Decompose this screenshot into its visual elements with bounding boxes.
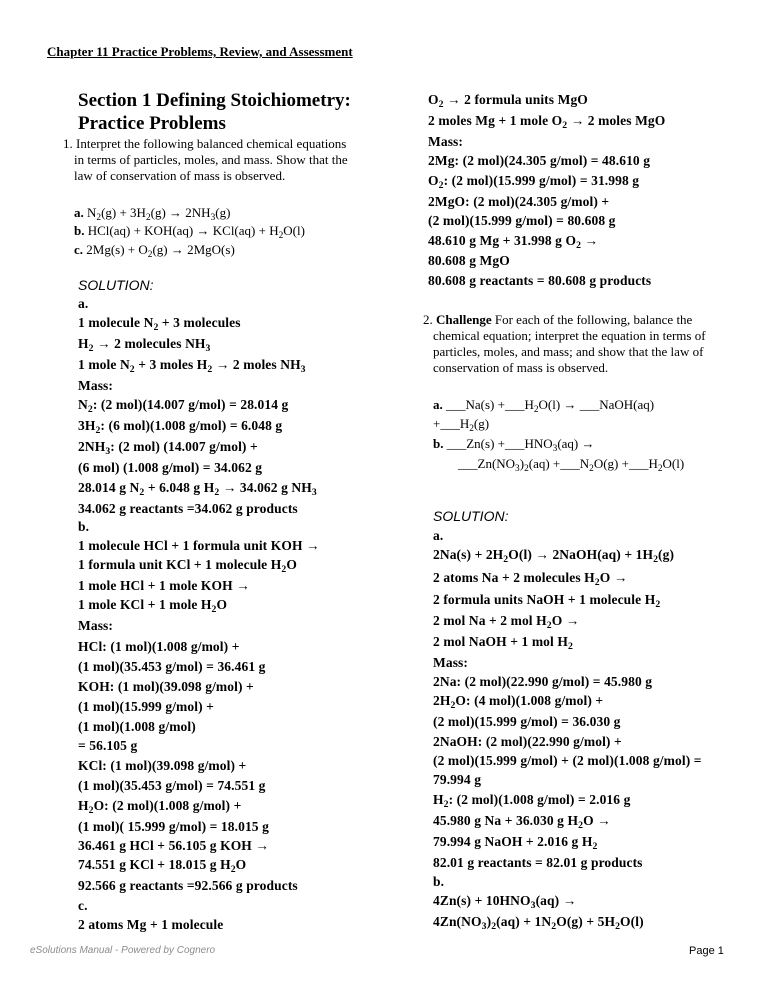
- solution-line: $3H_2$: (6 mol)(1.008 g/mol) = 6.048 g: [78, 418, 283, 436]
- solution-line: 2Mg: (2 mol)(24.305 g/mol) = 48.610 g: [428, 153, 651, 168]
- solution-line: 1 mole $N_2 + 3$ moles $H_2 \to 2$ moles $NH_3$: [78, 357, 306, 375]
- solution-line: 2 atoms Mg + 1 molecule: [78, 917, 224, 932]
- problem2-equation-b: $\_\_\_Zn(NO_3)_2(aq)$ $+\_\_\_N_2O(g)$ $+\_\_\_H_2O(l)$: [458, 456, 685, 474]
- solution-line: 28.014 g $N_2 + 6.048$ g $H_2 \to 34.062$ g $NH_3$: [78, 480, 317, 498]
- solution-line: $2NH_3$: (2 mol) (14.007 g/mol) +: [78, 439, 258, 457]
- solution-line: (6 mol) (1.008 g/mol) = 34.062 g: [78, 460, 263, 475]
- solution-line: 48.610 g Mg + 31.998 g $O_2$ →: [428, 233, 599, 251]
- problem2-equation-a: a. ___Na(s) $+\_\_\_H_2O(l)$ → ___NaOH(aq): [433, 397, 655, 415]
- solution-line: HCl: (1 mol)(1.008 g/mol) +: [78, 639, 240, 654]
- solution-line: $H_2$: (2 mol)(1.008 g/mol) = 2.016 g: [433, 792, 631, 810]
- page-header: Chapter 11 Practice Problems, Review, and Assessment: [47, 44, 353, 59]
- solution-line: (1 mol)(15.999 g/mol) +: [78, 699, 214, 714]
- solution-line: 2Na: (2 mol)(22.990 g/mol) = 45.980 g: [433, 674, 653, 689]
- solution-line: = 56.105 g: [78, 738, 138, 753]
- page-number: Page 1: [689, 945, 724, 957]
- solution-line: Mass:: [428, 134, 463, 149]
- problem2-prompt: 2. Challenge For each of the following, balance the: [423, 312, 693, 327]
- solution-line: c.: [78, 898, 88, 913]
- problem2-equation-a: $+\_\_\_H_2(g)$: [433, 416, 490, 434]
- solution-line: $2Na(s) + 2H_2O(l)$ → 2NaOH(aq) + $1H_2(g)$: [433, 547, 675, 565]
- solution-line: 2 mol NaOH + 1 mol $H_2$: [433, 634, 573, 652]
- solution-line: 92.566 g reactants =92.566 g products: [78, 878, 298, 893]
- problem2-prompt: particles, moles, and mass; and show that the law of: [433, 344, 704, 359]
- solution-line: 1 formula unit KCl + 1 molecule $H_2O$: [78, 557, 297, 575]
- solution-line: $O_2 \to 2$ formula units MgO: [428, 92, 588, 110]
- solution-line: 80.608 g reactants = 80.608 g products: [428, 273, 652, 288]
- solution-line: 45.980 g Na + 36.030 g $H_2O$ →: [433, 813, 611, 831]
- solution-line: $4Zn(NO_3)_2(aq) + 1N_2O(g) + 5H_2O(l)$: [433, 914, 644, 932]
- footer-credit: eSolutions Manual - Powered by Cognero: [30, 945, 216, 956]
- problem1-equation-b: b. $HCl(aq) + KOH(aq) \to KCl(aq) + H_2O(l)$: [74, 223, 305, 241]
- solution-line: (2 mol)(15.999 g/mol) = 36.030 g: [433, 714, 621, 729]
- solution-line: 2 mol Na + 2 mol $H_2O$ →: [433, 613, 580, 631]
- solution-line: (2 mol)(15.999 g/mol) = 80.608 g: [428, 213, 616, 228]
- problem2-prompt: chemical equation; interpret the equation in terms of: [433, 328, 706, 343]
- solution-line: 79.994 g: [433, 772, 482, 787]
- solution-line: 1 mole HCl + 1 mole KOH →: [78, 578, 250, 593]
- section-title-line2: Practice Problems: [78, 113, 226, 134]
- solution-line: Mass:: [78, 378, 113, 393]
- solution-line: $N_2$: (2 mol)(14.007 g/mol) = 28.014 g: [78, 397, 289, 415]
- solution-label: SOLUTION:: [433, 508, 509, 524]
- solution-line: (1 mol)(1.008 g/mol): [78, 719, 196, 734]
- solution-line: $H_2O$: (2 mol)(1.008 g/mol) +: [78, 798, 242, 816]
- problem2-prompt: conservation of mass is observed.: [433, 360, 609, 375]
- solution-line: (1 mol)(35.453 g/mol) = 36.461 g: [78, 659, 266, 674]
- problem1-equation-c: c. $2Mg(s) + O_2(g) \to 2MgO(s)$: [74, 242, 235, 260]
- solution-line: 2 formula units NaOH + 1 molecule $H_2$: [433, 592, 661, 610]
- solution-line: b.: [433, 874, 445, 889]
- solution-line: Mass:: [78, 618, 113, 633]
- solution-line: 2MgO: (2 mol)(24.305 g/mol) +: [428, 194, 610, 209]
- problem1-prompt: 1. Interpret the following balanced chemical equations: [63, 136, 347, 151]
- solution-label: SOLUTION:: [78, 277, 154, 293]
- solution-line: a.: [78, 296, 89, 311]
- solution-line: 1 mole KCl + 1 mole $H_2O$: [78, 597, 228, 615]
- solution-line: 36.461 g HCl + 56.105 g KOH →: [78, 838, 269, 853]
- solution-line: a.: [433, 528, 444, 543]
- solution-line: 79.994 g NaOH + 2.016 g $H_2$: [433, 834, 598, 852]
- solution-line: (1 mol)( 15.999 g/mol) = 18.015 g: [78, 819, 269, 834]
- solution-line: $H_2 \to 2$ molecules $NH_3$: [78, 336, 211, 354]
- solution-line: 2NaOH: (2 mol)(22.990 g/mol) +: [433, 734, 622, 749]
- solution-line: 74.551 g KCl + 18.015 g $H_2O$: [78, 857, 247, 875]
- solution-line: 34.062 g reactants =34.062 g products: [78, 501, 298, 516]
- solution-line: 1 molecule $N_2 + 3$ molecules: [78, 315, 241, 333]
- solution-line: $4Zn(s) + 10HNO_3(aq)$ →: [433, 893, 577, 911]
- solution-line: $O_2$: (2 mol)(15.999 g/mol) = 31.998 g: [428, 173, 640, 191]
- solution-line: 82.01 g reactants = 82.01 g products: [433, 855, 643, 870]
- solution-line: $2H_2O$: (4 mol)(1.008 g/mol) +: [433, 693, 604, 711]
- solution-line: (1 mol)(35.453 g/mol) = 74.551 g: [78, 778, 266, 793]
- solution-line: Mass:: [433, 655, 468, 670]
- problem1-prompt: in terms of particles, moles, and mass. Show that the: [74, 152, 348, 167]
- solution-line: KCl: (1 mol)(39.098 g/mol) +: [78, 758, 247, 773]
- solution-line: 2 moles Mg + 1 mole $O_2 \to 2$ moles MgO: [428, 113, 666, 131]
- problem1-prompt: law of conservation of mass is observed.: [74, 168, 286, 183]
- problem1-equation-a: a. $N_2(g) + 3H_2(g) \to 2NH_3(g)$: [74, 205, 231, 223]
- solution-line: 80.608 g MgO: [428, 253, 510, 268]
- problem2-equation-b: b. ___Zn(s) $+\_\_\_HNO_3(aq)$ →: [433, 436, 595, 454]
- solution-line: (2 mol)(15.999 g/mol) + (2 mol)(1.008 g/mol) =: [433, 753, 702, 768]
- solution-line: KOH: (1 mol)(39.098 g/mol) +: [78, 679, 254, 694]
- solution-line: 2 atoms Na + 2 molecules $H_2O$ →: [433, 570, 628, 588]
- section-title-line1: Section 1 Defining Stoichiometry:: [78, 90, 351, 111]
- solution-line: 1 molecule HCl + 1 formula unit KOH →: [78, 538, 320, 553]
- solution-line: b.: [78, 519, 90, 534]
